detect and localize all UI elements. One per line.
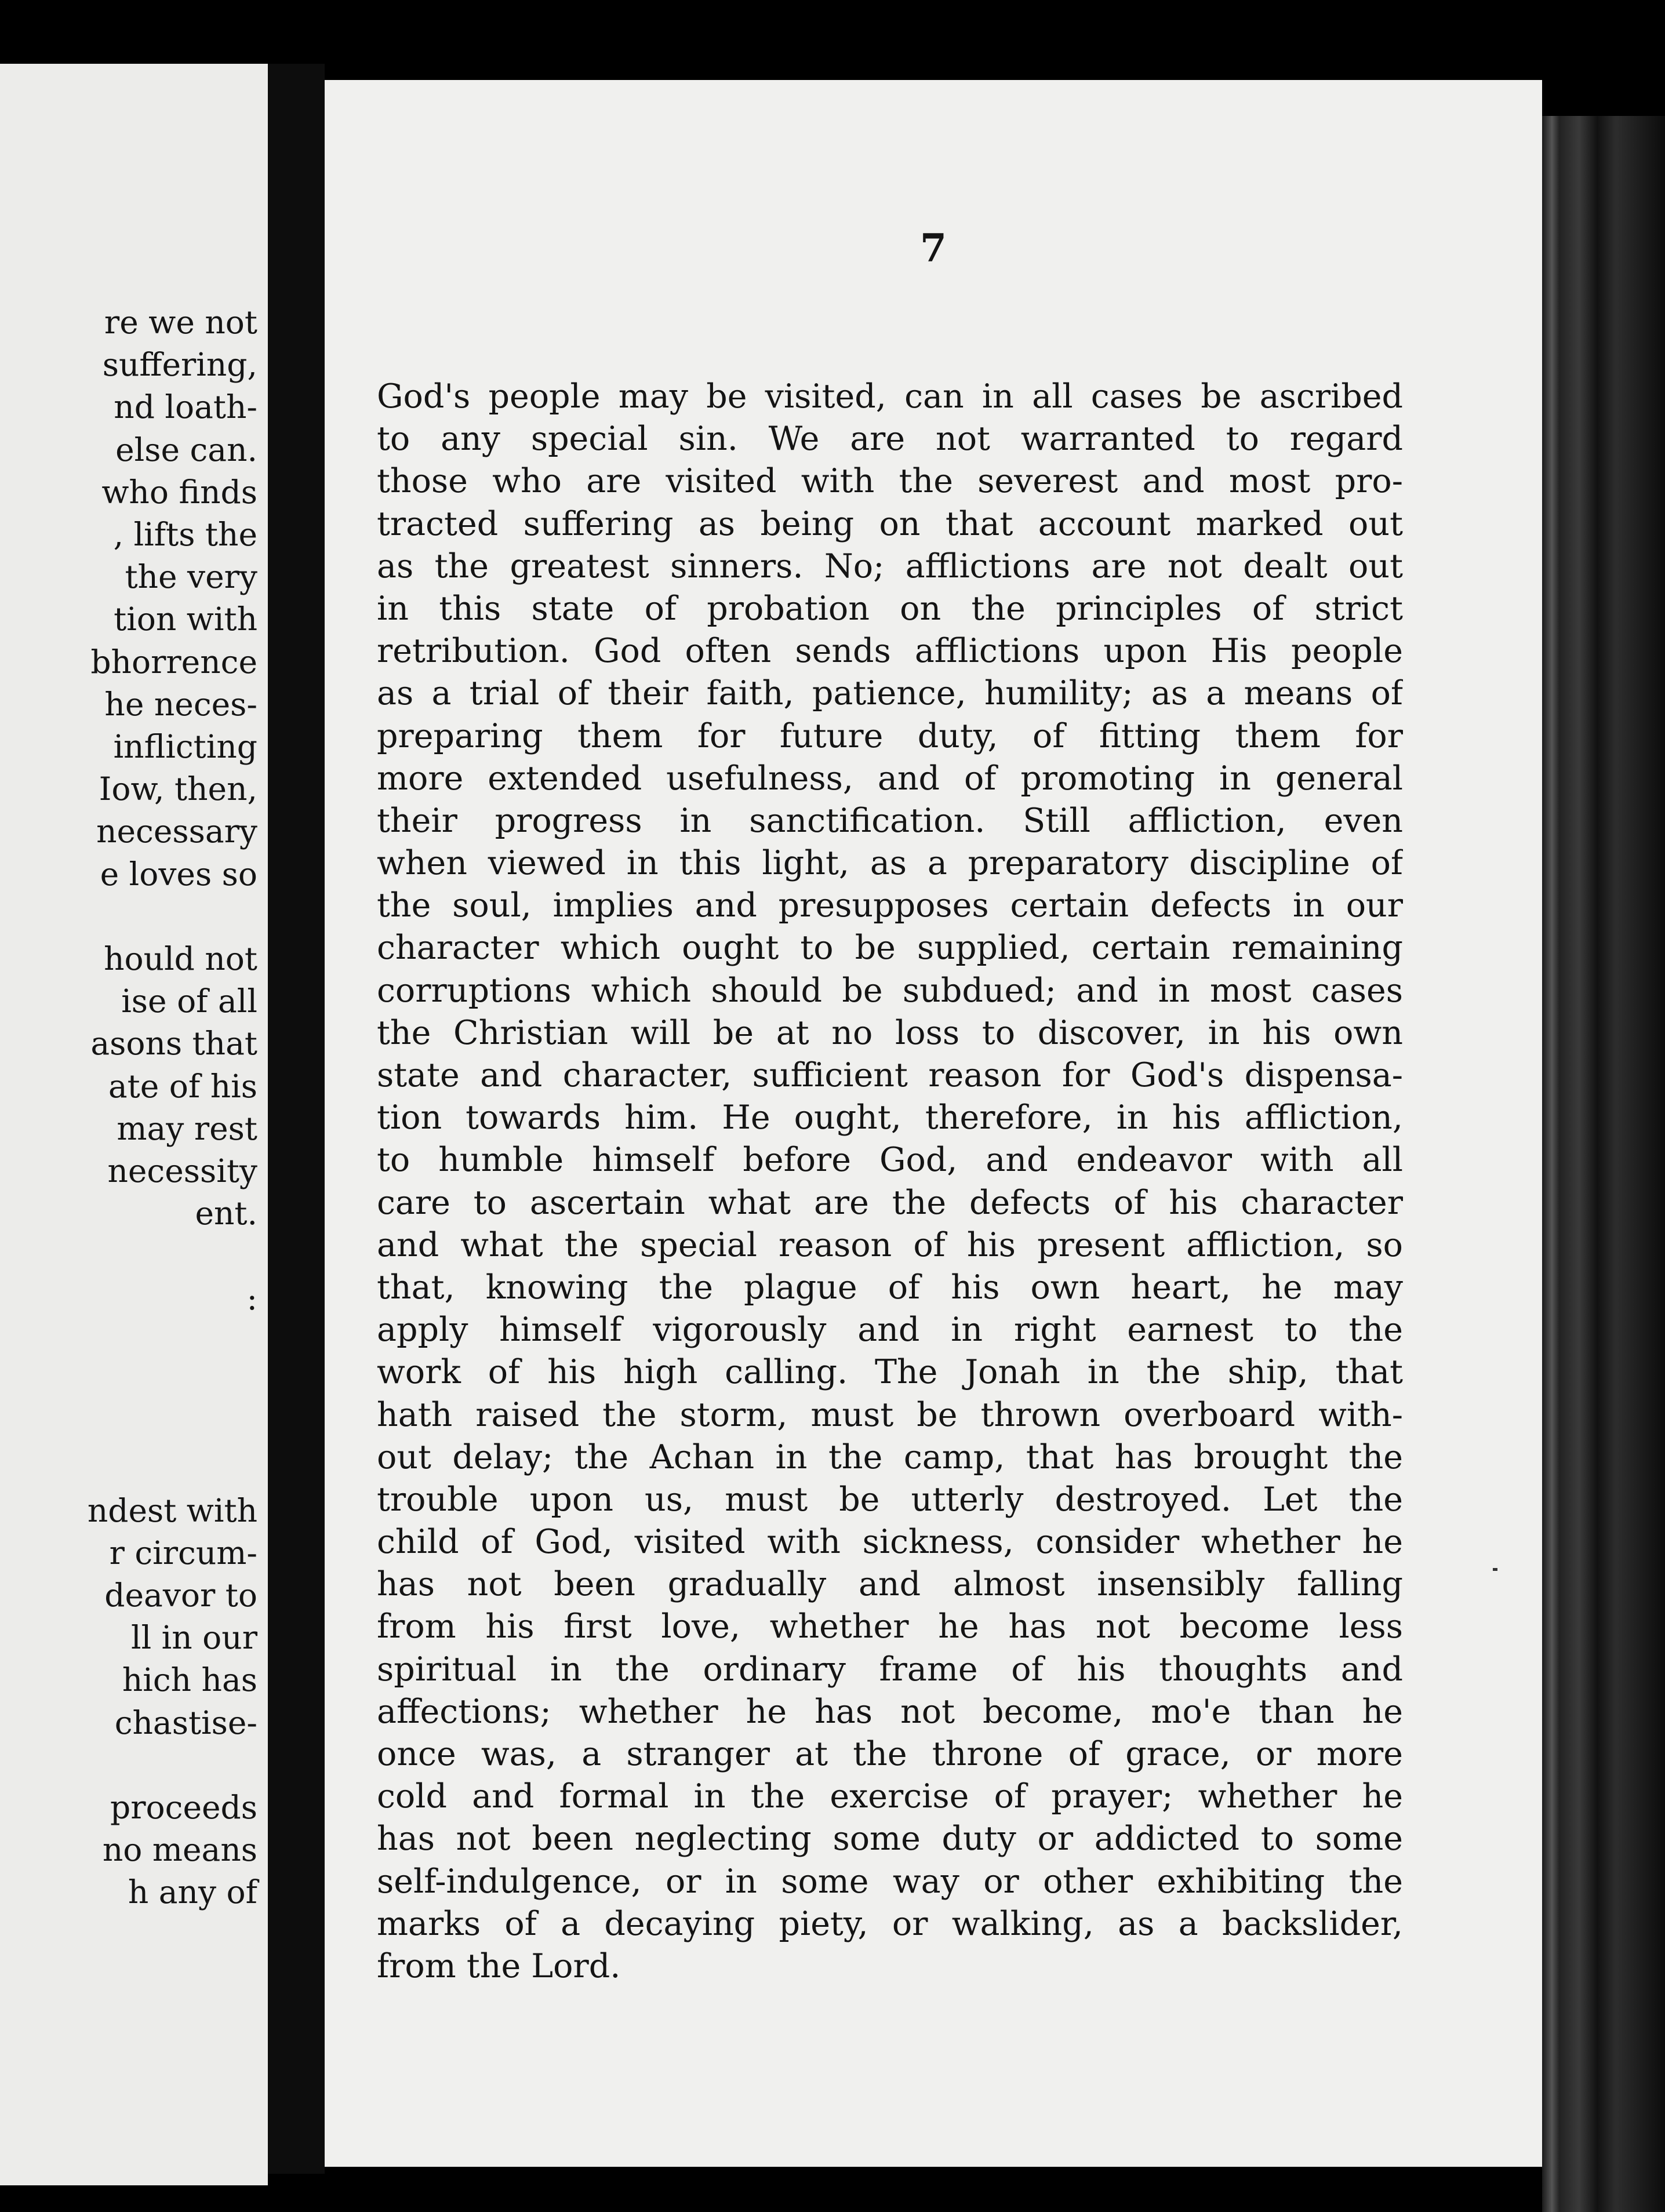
page-edges bbox=[1542, 116, 1665, 2212]
left-page-line: , lifts the bbox=[113, 516, 257, 553]
text-line: that, knowing the plague of his own heart, he may bbox=[377, 1268, 1403, 1307]
left-page-line: necessity bbox=[107, 1152, 257, 1189]
body-text bbox=[377, 376, 1403, 1988]
text-line: marks of a decaying piety, or walking, as a backslider, bbox=[377, 1904, 1403, 1943]
left-page-line: bhorrence bbox=[90, 643, 257, 681]
text-line: has not been neglecting some duty or addicted to some bbox=[377, 1820, 1403, 1858]
text-line: spiritual in the ordinary frame of his thoughts and bbox=[377, 1650, 1403, 1689]
text-line: from the Lord. bbox=[377, 1947, 621, 1985]
left-page-line: : bbox=[246, 1279, 257, 1317]
left-page-line: re we not bbox=[104, 304, 257, 341]
text-line: tion towards him. He ought, therefore, in his affliction, bbox=[377, 1098, 1403, 1137]
text-line: once was, a stranger at the throne of grace, or more bbox=[377, 1735, 1403, 1773]
text-line: the soul, implies and presupposes certain defects in our bbox=[377, 886, 1403, 925]
text-line: to any special sin. We are not warranted to regard bbox=[377, 420, 1403, 459]
text-line: child of God, visited with sickness, consider whether he bbox=[377, 1523, 1403, 1562]
left-page-line: the very bbox=[125, 558, 257, 596]
text-line: self-indulgence, or in some way or other exhibiting the bbox=[377, 1862, 1403, 1901]
left-page-line: ndest with bbox=[87, 1491, 257, 1529]
text-line: out delay; the Achan in the camp, that has brought the bbox=[377, 1438, 1403, 1476]
left-page-line: who finds bbox=[101, 473, 257, 511]
left-page-line: inflicting bbox=[113, 728, 257, 765]
text-line: those who are visited with the severest and most pro- bbox=[377, 462, 1403, 501]
left-page-line: tion with bbox=[114, 601, 257, 638]
text-line: in this state of probation on the principles of strict bbox=[377, 589, 1403, 628]
text-line: retribution. God often sends afflictions upon His people bbox=[377, 632, 1403, 671]
left-page-line: hould not bbox=[104, 940, 257, 977]
text-line: God's people may be visited, can in all cases be ascribed bbox=[377, 377, 1403, 416]
left-page-line: suffering, bbox=[102, 346, 257, 384]
left-page-line: h any of bbox=[128, 1873, 257, 1911]
left-page bbox=[0, 64, 268, 2185]
left-page-line: may rest bbox=[117, 1109, 257, 1147]
text-line: work of his high calling. The Jonah in the ship, that bbox=[377, 1353, 1403, 1392]
text-line: to humble himself before God, and endeavor with all bbox=[377, 1141, 1403, 1180]
text-line: and what the special reason of his present affliction, so bbox=[377, 1225, 1403, 1264]
left-page-line: nd loath- bbox=[114, 388, 257, 426]
text-line: tracted suffering as being on that account marked out bbox=[377, 504, 1403, 543]
left-page-line: e loves so bbox=[100, 855, 257, 893]
left-page-line: necessary bbox=[96, 813, 257, 850]
left-page-line: asons that bbox=[90, 1025, 257, 1063]
right-page bbox=[325, 80, 1542, 2167]
text-line: trouble upon us, must be utterly destroyed. Let the bbox=[377, 1480, 1403, 1519]
text-line: has not been gradually and almost insensibly falling bbox=[377, 1565, 1403, 1604]
text-line: from his first love, whether he has not become less bbox=[377, 1607, 1403, 1646]
text-line: when viewed in this light, as a preparatory discipline of bbox=[377, 844, 1403, 883]
text-line: their progress in sanctification. Still affliction, even bbox=[377, 801, 1403, 840]
text-line: the Christian will be at no loss to discover, in his own bbox=[377, 1013, 1403, 1052]
margin-mark bbox=[1493, 1568, 1497, 1571]
book-gutter bbox=[268, 64, 325, 2174]
text-line: more extended usefulness, and of promoting in general bbox=[377, 759, 1403, 798]
left-page-line: ent. bbox=[195, 1195, 257, 1232]
left-page-line: ate of his bbox=[108, 1067, 257, 1105]
left-page-line: no means bbox=[102, 1831, 257, 1869]
text-line: hath raised the storm, must be thrown overboard with- bbox=[377, 1395, 1403, 1434]
left-page-line: hich has bbox=[122, 1661, 257, 1699]
text-line: as the greatest sinners. No; afflictions are not dealt out bbox=[377, 547, 1403, 585]
page-number: 7 bbox=[920, 225, 947, 271]
text-line: as a trial of their faith, patience, humility; as a means of bbox=[377, 674, 1403, 713]
text-line: affections; whether he has not become, mo'e than he bbox=[377, 1692, 1403, 1731]
left-page-line: r circum- bbox=[109, 1534, 257, 1571]
left-page-line: ise of all bbox=[121, 983, 257, 1020]
left-page-line: chastise- bbox=[114, 1704, 257, 1741]
left-page-line: he neces- bbox=[104, 685, 257, 723]
text-line: apply himself vigorously and in right earnest to the bbox=[377, 1311, 1403, 1349]
text-line: preparing them for future duty, of fitting them for bbox=[377, 716, 1403, 755]
text-line: cold and formal in the exercise of prayer; whether he bbox=[377, 1777, 1403, 1816]
text-line: character which ought to be supplied, certain remaining bbox=[377, 929, 1403, 967]
left-page-line: deavor to bbox=[104, 1577, 257, 1614]
text-line: state and character, sufficient reason for God's dispensa- bbox=[377, 1056, 1403, 1094]
text-line: care to ascertain what are the defects of his character bbox=[377, 1183, 1403, 1222]
left-page-line: proceeds bbox=[110, 1789, 257, 1826]
left-page-line: Iow, then, bbox=[99, 770, 257, 808]
left-page-line: else can. bbox=[115, 431, 257, 468]
text-line: corruptions which should be subdued; and in most cases bbox=[377, 971, 1403, 1010]
left-page-line: ll in our bbox=[131, 1619, 257, 1657]
